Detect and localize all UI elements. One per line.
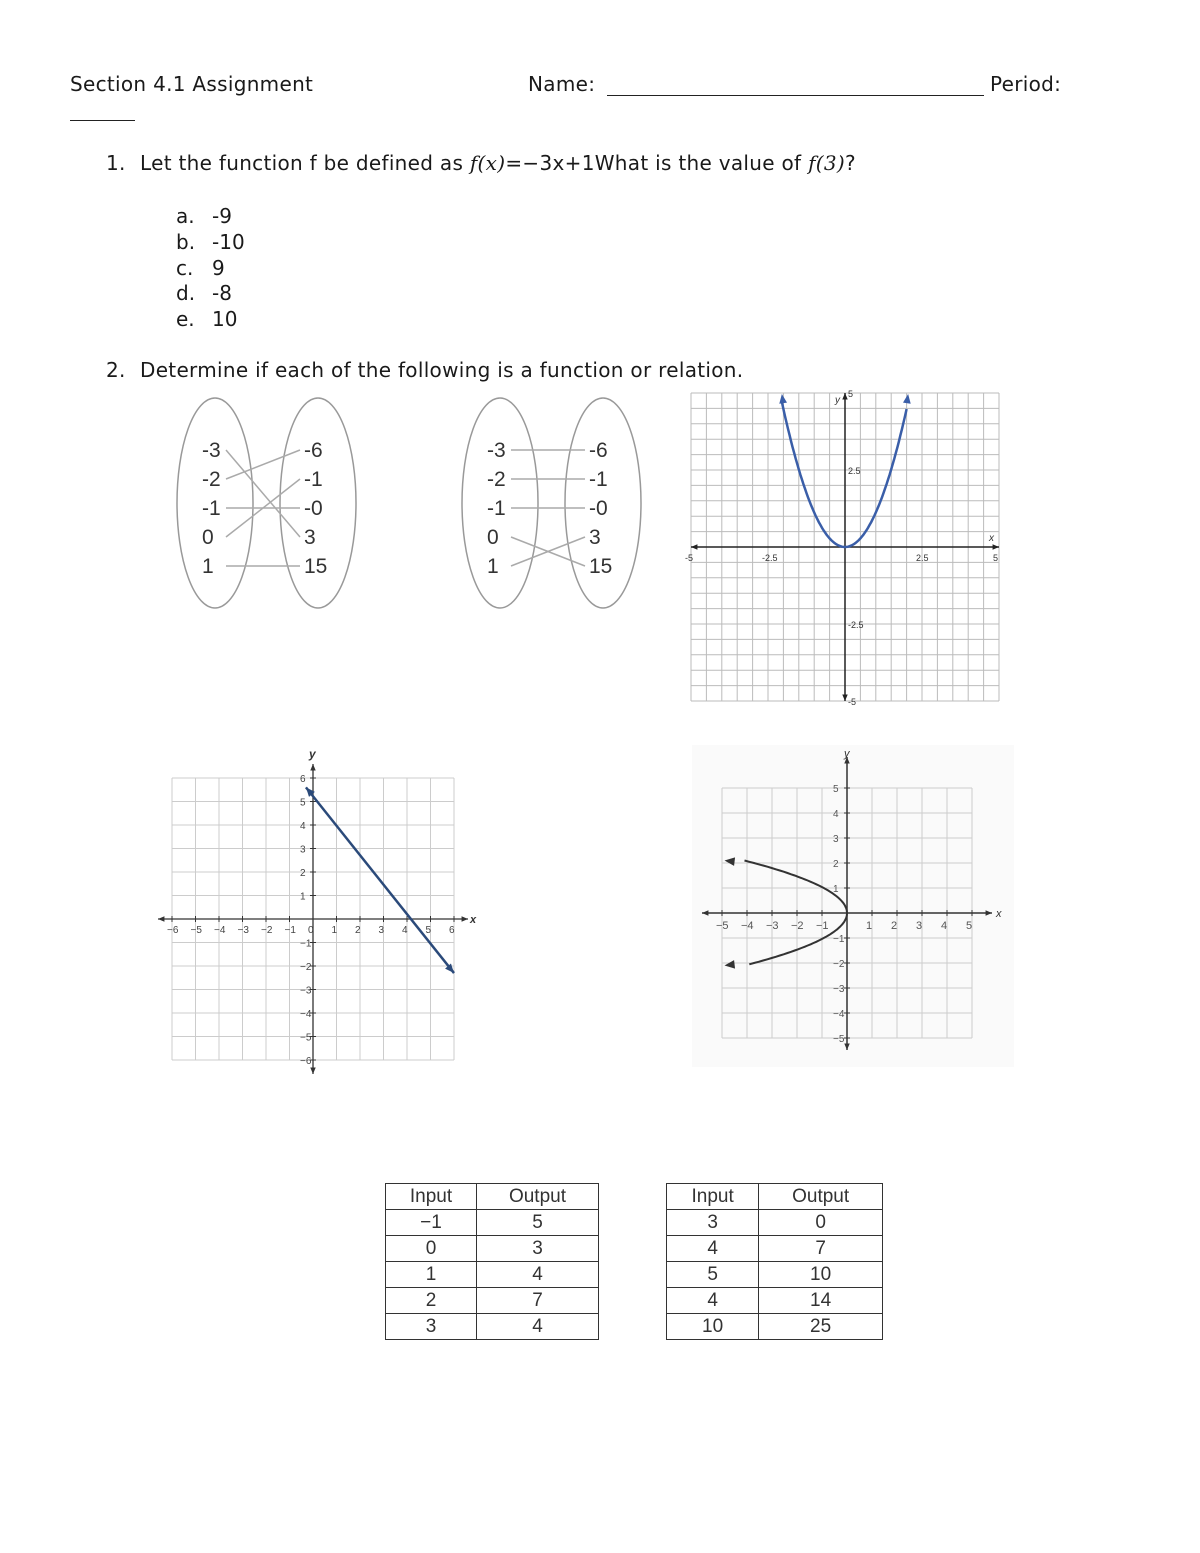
table-row: [386, 1288, 599, 1314]
arrowhead: [842, 695, 847, 701]
table-row: [386, 1210, 599, 1236]
table-cell: 0: [759, 1210, 883, 1236]
table-cell: 2: [386, 1288, 477, 1314]
table-cell: 4: [476, 1314, 598, 1340]
y-tick-label: −3: [833, 984, 845, 995]
y-tick-label: 2.5: [848, 466, 861, 476]
y-axis-label: y: [835, 395, 840, 406]
question-1-suffix: ?: [845, 151, 856, 175]
table-header-row: [667, 1184, 883, 1210]
function-lhs: f(x): [469, 151, 506, 175]
y-tick-label: 5: [848, 389, 854, 399]
range-value: 15: [304, 555, 328, 578]
y-tick-label: 4: [300, 821, 306, 832]
range-value: 15: [589, 555, 613, 578]
domain-value: -2: [202, 468, 221, 491]
domain-value: -1: [202, 497, 221, 520]
function-eval: f(3): [808, 151, 845, 175]
arrowhead: [691, 544, 697, 549]
period-blank-line[interactable]: [70, 120, 135, 121]
period-label: Period:: [990, 72, 1062, 96]
table-row: [386, 1314, 599, 1340]
table-row: [667, 1262, 883, 1288]
x-tick-label: −1: [816, 920, 829, 932]
x-tick-label: 0: [308, 925, 314, 936]
table-header-cell: Output: [476, 1184, 598, 1210]
table-header-row: [386, 1184, 599, 1210]
y-tick-label: 5: [300, 797, 306, 809]
table-cell: 10: [759, 1262, 883, 1288]
name-label: Name:: [528, 72, 596, 96]
graph-background: [692, 745, 1014, 1067]
y-axis-label: y: [844, 748, 850, 760]
x-tick-label: 3: [378, 925, 385, 936]
table-cell: 7: [476, 1288, 598, 1314]
mapping-diagram-2: [455, 395, 655, 615]
arrowhead: [842, 393, 847, 399]
x-tick-label: −2: [791, 920, 804, 932]
choice-b[interactable]: b. -10: [176, 230, 245, 254]
choice-c[interactable]: c. 9: [176, 256, 225, 280]
x-tick-label: −3: [237, 925, 249, 936]
y-tick-label: 3: [833, 834, 839, 845]
y-tick-label: 6: [300, 774, 306, 785]
range-value: -6: [304, 439, 323, 462]
x-tick-label: 1: [331, 925, 338, 936]
y-tick-label: 5: [833, 784, 839, 795]
domain-value: -2: [487, 468, 506, 491]
range-value: -1: [589, 468, 608, 491]
assignment-title: Section 4.1 Assignment: [70, 72, 314, 96]
x-tick-label: 2: [355, 925, 361, 936]
line-graph: [306, 787, 454, 973]
x-tick-label: −4: [741, 920, 754, 932]
x-tick-label: 4: [402, 925, 408, 936]
graph-parabola: [685, 389, 1002, 707]
range-value: 3: [589, 526, 601, 549]
y-tick-label: -5: [848, 697, 857, 707]
y-tick-label: 1: [833, 884, 839, 895]
x-tick-label: 5: [966, 920, 973, 932]
x-tick-label: −3: [766, 920, 779, 932]
choice-d[interactable]: d. -8: [176, 281, 232, 305]
table-row: [667, 1210, 883, 1236]
x-tick-label: −4: [214, 925, 226, 936]
x-tick-label: −5: [190, 925, 202, 936]
graph-line: [150, 745, 485, 1080]
question-1-prefix: Let the function f be defined as: [140, 151, 470, 175]
table-cell: 5: [476, 1210, 598, 1236]
range-value: -1: [304, 468, 323, 491]
y-tick-label: −2: [300, 962, 312, 973]
domain-value: -3: [487, 439, 506, 462]
x-tick-label: 3: [916, 920, 923, 932]
x-axis-label: x: [996, 908, 1002, 920]
table-cell: 3: [667, 1210, 759, 1236]
graph-sideways-parabola: [692, 745, 1014, 1067]
y-tick-label: 1: [300, 891, 306, 903]
table-cell: 14: [759, 1288, 883, 1314]
question-1-number: 1.: [106, 151, 126, 175]
question-1-middle: What is the value of: [594, 151, 809, 175]
domain-value: -1: [487, 497, 506, 520]
table-row: [386, 1262, 599, 1288]
arrowhead: [993, 544, 999, 549]
mapping-diagram-1: [170, 395, 370, 615]
x-tick-label: 2.5: [916, 553, 929, 563]
y-tick-label: −5: [833, 1034, 845, 1045]
x-axis-label: x: [470, 914, 477, 926]
table-cell: 25: [759, 1314, 883, 1340]
question-2-text: Determine if each of the following is a function or relation.: [140, 358, 744, 382]
y-tick-label: −6: [300, 1056, 312, 1067]
y-tick-label: 3: [300, 844, 306, 856]
mapping-arrow: [226, 450, 300, 479]
name-blank-line[interactable]: [607, 95, 984, 96]
question-2-number: 2.: [106, 358, 126, 382]
table-cell: 1: [386, 1262, 477, 1288]
x-tick-label: 5: [425, 925, 432, 936]
function-rhs: =−3x+1: [505, 151, 595, 175]
table-cell: 10: [667, 1314, 759, 1340]
table-2: [666, 1183, 883, 1340]
arrowhead: [310, 764, 315, 770]
table-1: [385, 1183, 599, 1340]
range-value: -0: [304, 497, 323, 520]
table-cell: 4: [476, 1262, 598, 1288]
x-tick-label: −6: [167, 925, 179, 936]
table-row: [667, 1236, 883, 1262]
table-row: [667, 1288, 883, 1314]
arrowhead: [310, 1068, 315, 1074]
arrowhead: [158, 916, 164, 921]
x-tick-label: -2.5: [762, 553, 778, 563]
y-tick-label: −4: [300, 1009, 312, 1020]
y-tick-label: −1: [300, 938, 312, 950]
table-cell: 4: [667, 1288, 759, 1314]
domain-value: 0: [202, 526, 214, 549]
table-row: [386, 1236, 599, 1262]
x-tick-label: −2: [261, 925, 273, 936]
x-tick-label: −1: [284, 925, 296, 936]
table-header-cell: Input: [667, 1184, 759, 1210]
range-value: 3: [304, 526, 316, 549]
x-tick-label: 4: [941, 920, 948, 932]
x-tick-label: 6: [449, 925, 455, 936]
choice-e[interactable]: e. 10: [176, 307, 238, 331]
y-tick-label: 4: [833, 809, 839, 820]
table-cell: 5: [667, 1262, 759, 1288]
table-cell: 0: [386, 1236, 477, 1262]
domain-value: 1: [487, 555, 499, 578]
domain-value: 0: [487, 526, 499, 549]
y-tick-label: −2: [833, 959, 845, 970]
x-tick-label: -5: [685, 553, 694, 563]
x-tick-label: 5: [993, 553, 999, 563]
x-tick-label: 2: [891, 920, 898, 932]
y-tick-label: −3: [300, 985, 312, 997]
table-cell: 4: [667, 1236, 759, 1262]
table-cell: −1: [386, 1210, 477, 1236]
y-tick-label: −1: [833, 934, 845, 945]
question-2: [106, 358, 743, 382]
table-cell: 7: [759, 1236, 883, 1262]
table-cell: 3: [476, 1236, 598, 1262]
y-tick-label: 2: [300, 868, 306, 879]
arrowhead: [462, 916, 468, 921]
table-header-cell: Input: [386, 1184, 477, 1210]
x-tick-label: 1: [866, 920, 873, 932]
range-value: -0: [589, 497, 608, 520]
choice-a[interactable]: a. -9: [176, 204, 232, 228]
range-value: -6: [589, 439, 608, 462]
mapping-arrow: [226, 450, 300, 537]
x-axis-label: x: [989, 533, 994, 544]
y-tick-label: -2.5: [848, 620, 864, 630]
y-tick-label: −5: [300, 1032, 312, 1044]
domain-value: -3: [202, 439, 221, 462]
y-axis-label: y: [309, 747, 316, 761]
table-row: [667, 1314, 883, 1340]
domain-value: 1: [202, 555, 214, 578]
y-tick-label: 2: [833, 859, 839, 870]
question-1: [106, 151, 856, 175]
table-cell: 3: [386, 1314, 477, 1340]
x-tick-label: −5: [716, 920, 729, 932]
table-header-cell: Output: [759, 1184, 883, 1210]
y-tick-label: −4: [833, 1009, 845, 1020]
